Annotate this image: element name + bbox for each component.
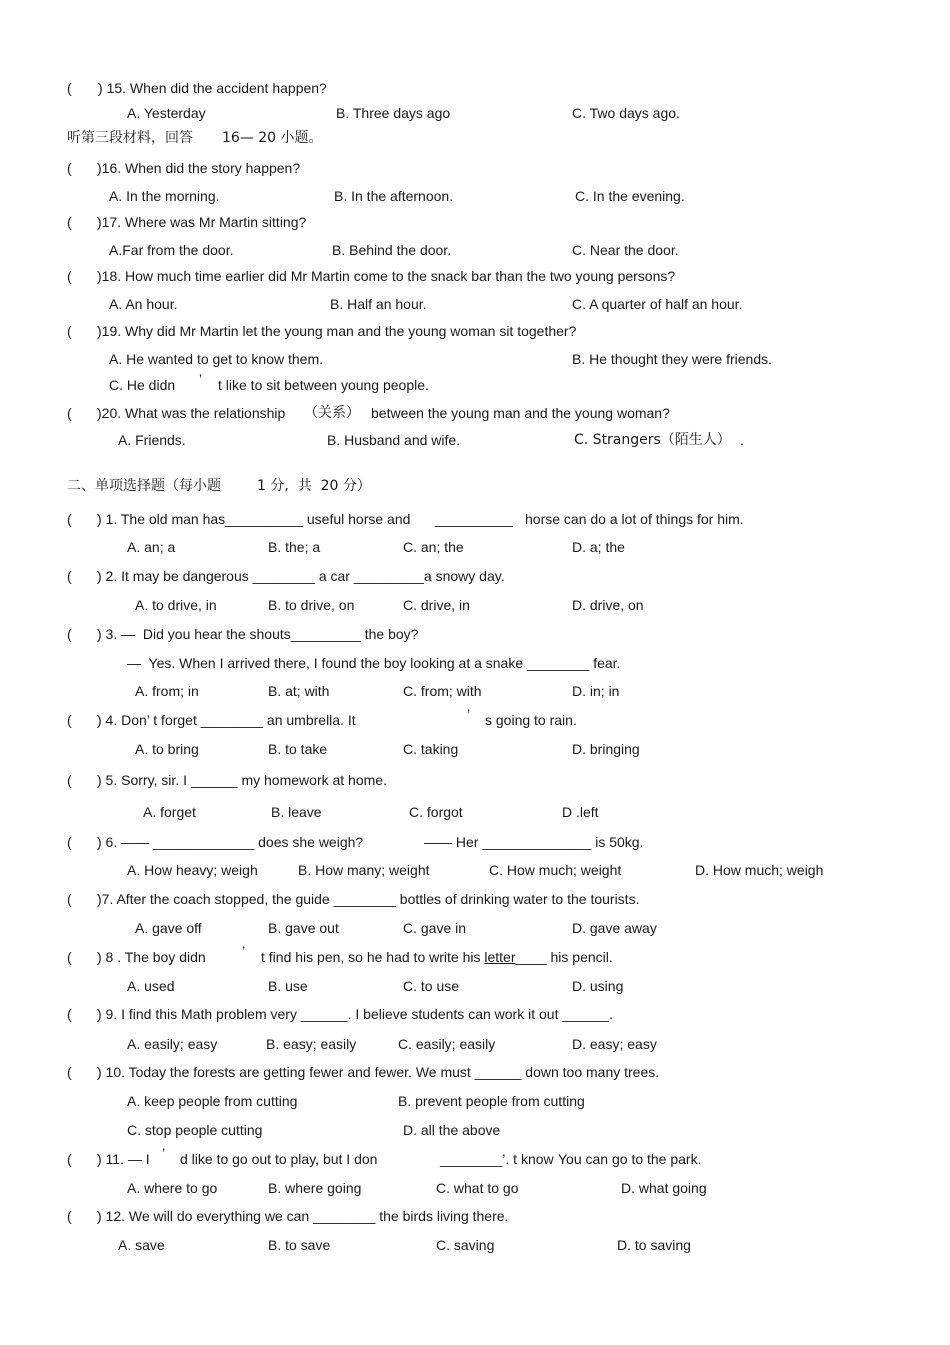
mc11-apostrophe: ’ [162,1145,166,1161]
q15-option-b: B. Three days ago [336,105,451,121]
mc4-option-a: A. to bring [135,741,199,757]
mc3-stem: ) 3. — Did you hear the shouts_________ the boy? [97,626,419,642]
mc9-stem: ) 9. I find this Math problem very ______. I believe students can work it out ______. [97,1006,613,1022]
mc1-option-b: B. the; a [268,539,321,555]
mc12-option-b: B. to save [268,1237,331,1253]
mc2-option-a: A. to drive, in [135,597,217,613]
q20-paren: ( [67,405,72,421]
q19-option-c-part1: C. He didn [109,377,176,393]
mc7-option-d: D. gave away [572,920,657,936]
mc8-option-d: D. using [572,978,624,994]
q18-stem: )18. How much time earlier did Mr Martin come to the snack bar than the two young persons? [97,268,676,284]
mc3-option-d: D. in; in [572,683,620,699]
mc1-stem-part1: ) 1. The old man has__ [97,511,241,527]
mc7-paren: ( [67,891,72,907]
mc8-stem-part3: ____ his pencil. [515,949,613,965]
q15-stem-text: 15. When did the accident happen? [106,80,327,96]
q19-option-a: A. He wanted to get to know them. [109,351,324,367]
q17-stem: )17. Where was Mr Martin sitting? [97,214,307,230]
q16-option-a: A. In the morning. [109,188,220,204]
mc4-option-b: B. to take [268,741,328,757]
q15-paren: ( [67,80,72,96]
mc9-option-a: A. easily; easy [127,1036,218,1052]
q18-option-b: B. Half an hour. [330,296,427,312]
q17-paren: ( [67,214,72,230]
mc8-stem-rest [261,948,613,966]
mc10-option-d: D. all the above [403,1122,501,1138]
mc11-stem-part1: ) 11. — I [97,1151,150,1167]
mc1-option-d: D. a; the [572,539,625,555]
mc1-blank1: ______ [240,511,288,527]
q15-paren-close: ) [98,80,103,96]
mc1-option-a: A. an; a [127,539,176,555]
mc7-option-b: B. gave out [268,920,339,936]
mc10-paren: ( [67,1064,72,1080]
q15-stem [98,79,327,97]
mc5-option-b: B. leave [271,804,322,820]
mc11-stem-part3: ________’. t know [440,1151,554,1167]
mc2-option-b: B. to drive, on [268,597,355,613]
mc10-option-b: B. prevent people from cutting [398,1093,585,1109]
mc3-paren: ( [67,626,72,642]
q16-option-c: C. In the evening. [575,188,685,204]
mc4-option-d: D. bringing [572,741,640,757]
mc4-stem-part1: ) 4. Don’ t forget ________ an umbrella. It [97,712,356,728]
mc3-option-a: A. from; in [135,683,199,699]
mc6-option-d: D. How much; weigh [695,862,824,878]
mc11-stem-part4: You can go to the park. [558,1151,702,1167]
q17-option-c: C. Near the door. [572,242,679,258]
q16-paren: ( [67,160,72,176]
mc11-option-a: A. where to go [127,1180,218,1196]
section2-score: 1 分, 共 20 分） [257,478,371,494]
q19-option-c-part2: t like to sit between young people. [218,377,429,393]
q17-option-b: B. Behind the door. [332,242,452,258]
mc11-option-c: C. what to go [436,1180,519,1196]
mc6-paren: ( [67,834,72,850]
mc4-stem-part2: s going to rain. [485,712,577,728]
mc4-option-c: C. taking [403,741,459,757]
q16-stem: )16. When did the story happen? [97,160,301,176]
mc10-option-c: C. stop people cutting [127,1122,263,1138]
mc10-option-a: A. keep people from cutting [127,1093,298,1109]
q20-stem-part1: )20. What was the relationship [97,405,286,421]
section3-range: 16— 20 小题。 [222,130,323,146]
mc5-stem: ) 5. Sorry, sir. I ______ my homework at home. [97,772,387,788]
mc6-option-a: A. How heavy; weigh [127,862,258,878]
q20-option-b: B. Husband and wife. [327,432,461,448]
section2-heading: 二、单项选择题（每小题 [67,478,221,494]
mc1-paren: ( [67,511,72,527]
mc2-option-d: D. drive, on [572,597,644,613]
mc2-option-c: C. drive, in [403,597,470,613]
mc9-option-b: B. easy; easily [266,1036,357,1052]
q20-stem-part2: between the young man and the young woman? [371,405,670,421]
mc11-paren: ( [67,1151,72,1167]
q20-option-c: C. Strangers（陌生人） [574,432,731,448]
mc7-option-a: A. gave off [135,920,202,936]
q19-option-b: B. He thought they were friends. [572,351,772,367]
mc12-stem: ) 12. We will do everything we can ________ the birds living there. [97,1208,509,1224]
mc8-option-b: B. use [268,978,308,994]
mc7-stem: )7. After the coach stopped, the guide ________ bottles of drinking water to the tourists. [97,891,640,907]
mc8-apostrophe: ’ [242,943,246,959]
mc1-blank2: __________ [435,511,513,527]
mc6-stem-part1: ) 6. —— _____________ does she weigh? [97,834,364,850]
mc9-option-d: D. easy; easy [572,1036,657,1052]
q20-option-a: A. Friends. [118,432,186,448]
q15-option-a: A. Yesterday [127,105,206,121]
mc3-option-b: B. at; with [268,683,330,699]
mc3-line2: — Yes. When I arrived there, I found the boy looking at a snake ________ fear. [127,655,621,671]
mc12-option-c: C. saving [436,1237,495,1253]
mc8-stem-part1: ) 8 . The boy didn [97,949,206,965]
mc6-option-c: C. How much; weight [489,862,622,878]
mc5-option-a: A. forget [143,804,196,820]
mc8-option-c: C. to use [403,978,460,994]
mc11-option-b: B. where going [268,1180,362,1196]
q20-option-c-end: . [740,432,744,448]
mc8-stem-part2: t find his pen, so he had to write his [261,949,485,965]
mc8-option-a: A. used [127,978,175,994]
q20-stem-chinese: （关系） [304,405,360,421]
mc11-stem-part2: d like to go out to play, but I don [180,1151,378,1167]
q18-option-c: C. A quarter of half an hour. [572,296,743,312]
mc1-stem-part2: __ useful horse and [287,511,411,527]
q18-option-a: A. An hour. [109,296,178,312]
mc6-option-b: B. How many; weight [298,862,430,878]
mc4-paren: ( [67,712,72,728]
mc5-option-d: D .left [562,804,599,820]
q18-paren: ( [67,268,72,284]
mc5-option-c: C. forgot [409,804,463,820]
mc10-stem: ) 10. Today the forests are getting fewer and fewer. We must ______ down too many trees. [97,1064,660,1080]
mc9-option-c: C. easily; easily [398,1036,496,1052]
mc1-option-c: C. an; the [403,539,464,555]
mc9-paren: ( [67,1006,72,1022]
mc6-stem-part2: —— Her ______________ is 50kg. [424,834,644,850]
mc11-option-d: D. what going [621,1180,707,1196]
mc1-stem-part3: horse can do a lot of things for him. [525,511,744,527]
q17-option-a: A.Far from the door. [109,242,234,258]
mc4-apostrophe: ’ [467,706,471,722]
mc2-paren: ( [67,568,72,584]
q16-option-b: B. In the afternoon. [334,188,454,204]
mc7-option-c: C. gave in [403,920,467,936]
mc12-paren: ( [67,1208,72,1224]
mc1-stem [97,510,410,528]
mc5-paren: ( [67,772,72,788]
section3-instruction: 听第三段材料，回答 [67,130,193,146]
mc3-option-c: C. from; with [403,683,482,699]
mc8-underlined-word: letter [484,949,516,965]
q15-option-c: C. Two days ago. [572,105,680,121]
q19-paren: ( [67,323,72,339]
mc12-option-a: A. save [118,1237,165,1253]
mc2-stem: ) 2. It may be dangerous ________ a car _________a snowy day. [97,568,505,584]
q19-stem: )19. Why did Mr Martin let the young man and the young woman sit together? [97,323,577,339]
mc8-paren: ( [67,949,72,965]
mc12-option-d: D. to saving [617,1237,691,1253]
q19-option-c-apostrophe: ’ [199,371,203,387]
